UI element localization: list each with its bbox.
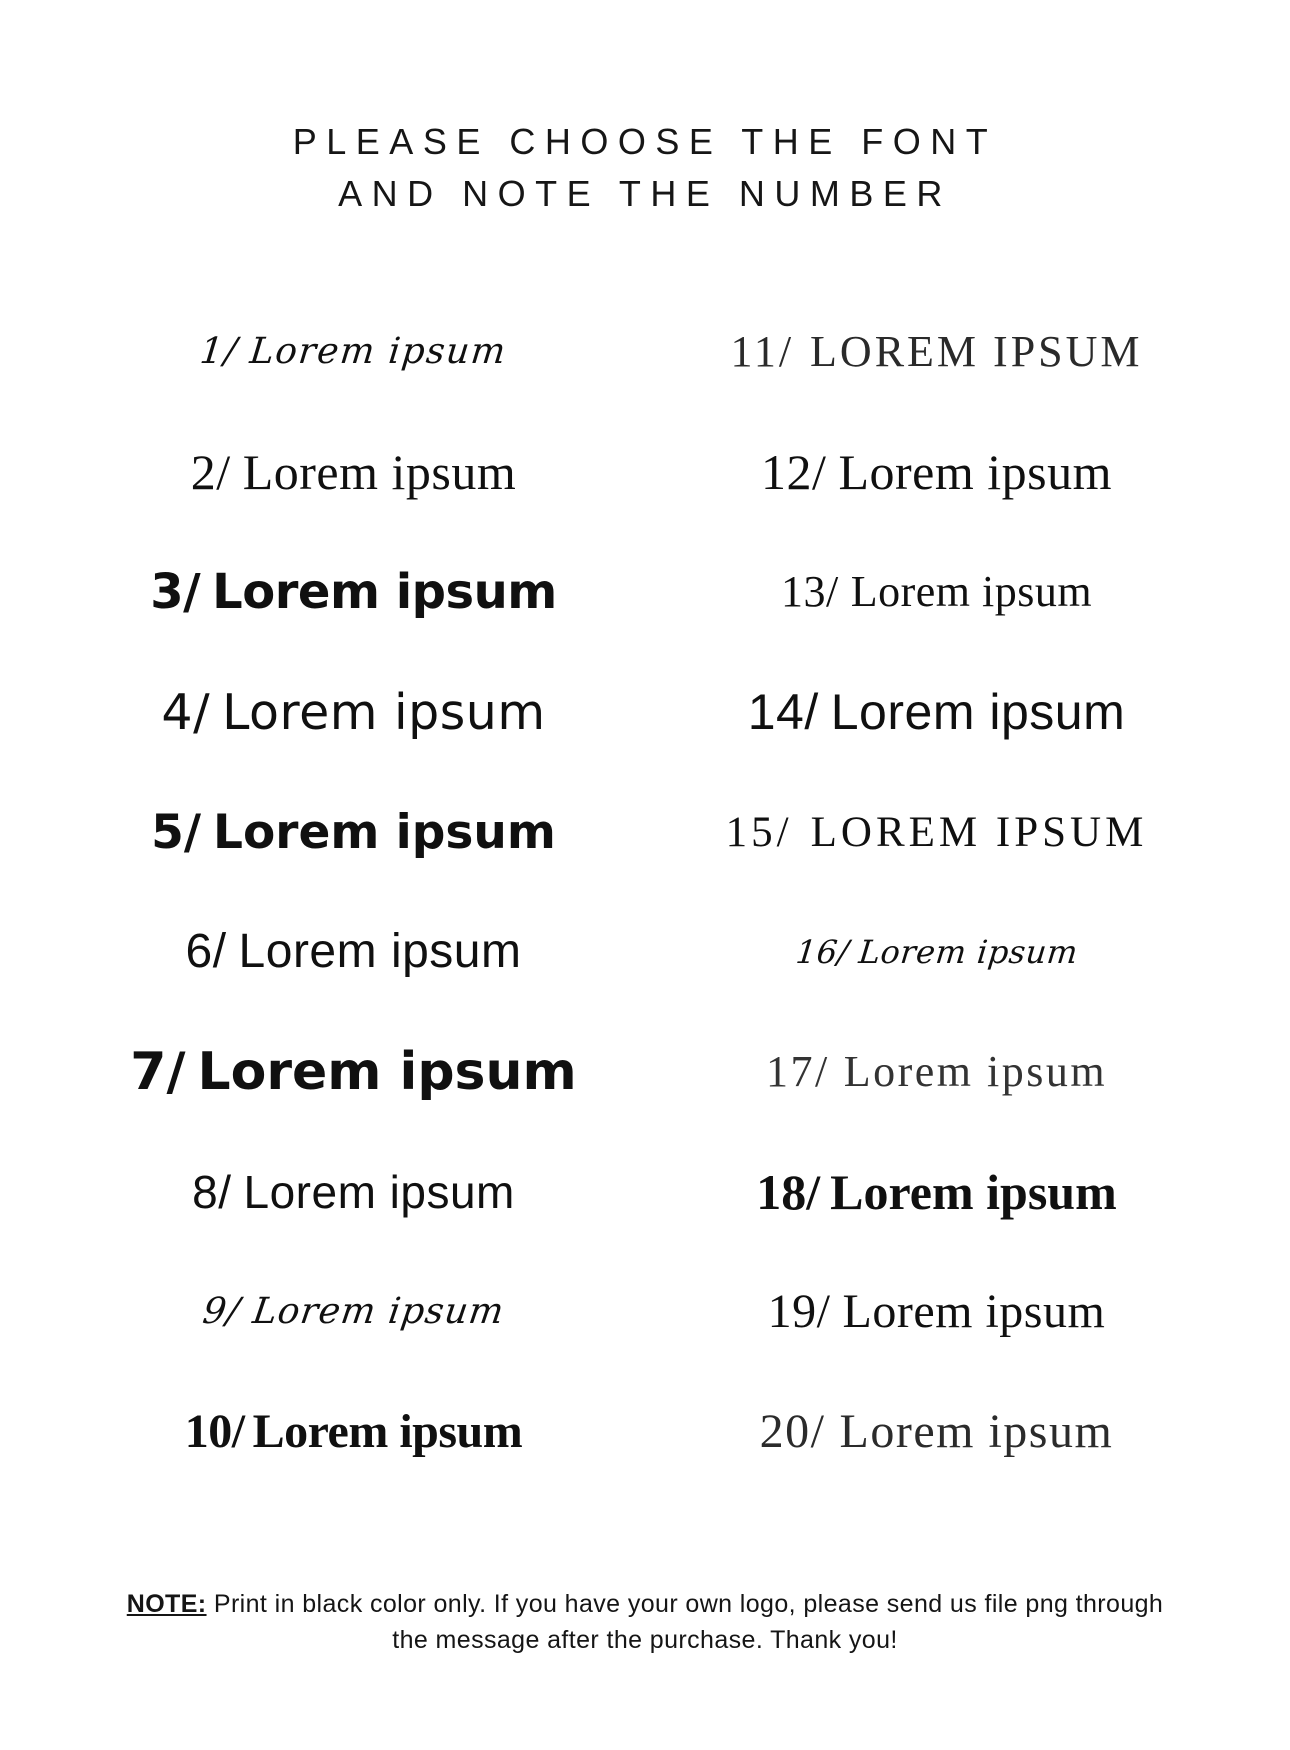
font-option-16-number: 16/ xyxy=(793,933,851,972)
font-option-7-sample: Lorem ipsum xyxy=(197,1042,577,1103)
font-option-17-number: 17/ xyxy=(765,1047,830,1097)
font-option-7[interactable] xyxy=(62,1012,645,1132)
font-option-10-sample: Lorem ipsum xyxy=(252,1405,523,1459)
font-option-18[interactable] xyxy=(645,1132,1228,1252)
font-option-20[interactable] xyxy=(645,1372,1228,1492)
font-option-12-number: 12/ xyxy=(761,444,827,501)
font-option-20-number: 20/ xyxy=(759,1405,826,1459)
font-option-12[interactable] xyxy=(645,412,1228,532)
note-label: NOTE: xyxy=(126,1590,207,1618)
page-title-line-1: PLEASE CHOOSE THE FONT xyxy=(292,121,998,162)
font-option-11[interactable] xyxy=(645,292,1228,412)
font-option-13[interactable] xyxy=(645,532,1228,652)
font-option-1-sample: Lorem ipsum xyxy=(248,331,509,373)
font-option-9-number: 9/ xyxy=(200,1291,244,1333)
font-option-9[interactable] xyxy=(62,1252,645,1372)
font-option-18-sample: Lorem ipsum xyxy=(830,1164,1117,1221)
font-option-19-sample: Lorem ipsum xyxy=(842,1285,1106,1339)
font-option-2[interactable] xyxy=(62,412,645,532)
font-option-2-number: 2/ xyxy=(190,444,231,501)
font-option-12-sample: Lorem ipsum xyxy=(838,444,1112,501)
font-option-6-sample: Lorem ipsum xyxy=(238,925,522,979)
font-option-10-number: 10/ xyxy=(184,1405,245,1459)
font-option-6-number: 6/ xyxy=(185,925,227,979)
font-option-10[interactable] xyxy=(62,1372,645,1492)
font-option-18-number: 18/ xyxy=(756,1164,821,1221)
font-option-3-sample: Lorem ipsum xyxy=(212,564,557,621)
font-option-3-number: 3/ xyxy=(150,564,201,621)
font-option-4[interactable] xyxy=(62,652,645,772)
font-option-5-number: 5/ xyxy=(151,804,202,860)
font-option-19[interactable] xyxy=(645,1252,1228,1372)
font-list xyxy=(0,292,1290,1492)
font-option-16[interactable] xyxy=(645,892,1228,1012)
font-option-4-sample: Lorem ipsum xyxy=(222,683,546,741)
font-option-2-sample: Lorem ipsum xyxy=(242,444,517,501)
font-option-15-sample: LOREM IPSUM xyxy=(810,808,1148,856)
font-option-6[interactable] xyxy=(62,892,645,1012)
note-section xyxy=(0,1587,1290,1658)
font-option-14-number: 14/ xyxy=(747,684,819,741)
page-title xyxy=(0,0,1290,220)
font-option-5-sample: Lorem ipsum xyxy=(213,804,556,860)
font-option-17-sample: Lorem ipsum xyxy=(843,1047,1108,1097)
font-option-11-number: 11/ xyxy=(730,327,795,377)
font-list-left-column xyxy=(62,292,645,1492)
font-option-13-sample: Lorem ipsum xyxy=(850,567,1093,617)
font-option-4-number: 4/ xyxy=(161,683,211,741)
font-option-15-number: 15/ xyxy=(725,808,793,856)
font-option-14-sample: Lorem ipsum xyxy=(830,684,1126,741)
font-option-16-sample: Lorem ipsum xyxy=(856,933,1080,972)
font-option-3[interactable] xyxy=(62,532,645,652)
font-option-20-sample: Lorem ipsum xyxy=(839,1405,1114,1459)
font-list-right-column xyxy=(645,292,1228,1492)
font-option-19-number: 19/ xyxy=(767,1285,831,1339)
font-option-8-number: 8/ xyxy=(192,1166,232,1219)
font-option-1-number: 1/ xyxy=(198,331,241,373)
page-title-line-2: AND NOTE THE NUMBER xyxy=(338,173,952,215)
font-option-8-sample: Lorem ipsum xyxy=(243,1166,515,1219)
font-option-8[interactable] xyxy=(62,1132,645,1252)
font-option-7-number: 7/ xyxy=(130,1042,186,1103)
font-option-5[interactable] xyxy=(62,772,645,892)
font-option-15[interactable] xyxy=(645,772,1228,892)
font-option-13-number: 13/ xyxy=(780,567,839,617)
font-option-11-sample: LOREM IPSUM xyxy=(810,327,1143,377)
font-option-17[interactable] xyxy=(645,1012,1228,1132)
font-option-9-sample: Lorem ipsum xyxy=(249,1291,507,1333)
font-option-1[interactable] xyxy=(62,292,645,412)
font-option-14[interactable] xyxy=(645,652,1228,772)
note-text: Print in black color only. If you have your own logo, please send us file png through the message after the purchase. Thank you! xyxy=(206,1590,1164,1654)
